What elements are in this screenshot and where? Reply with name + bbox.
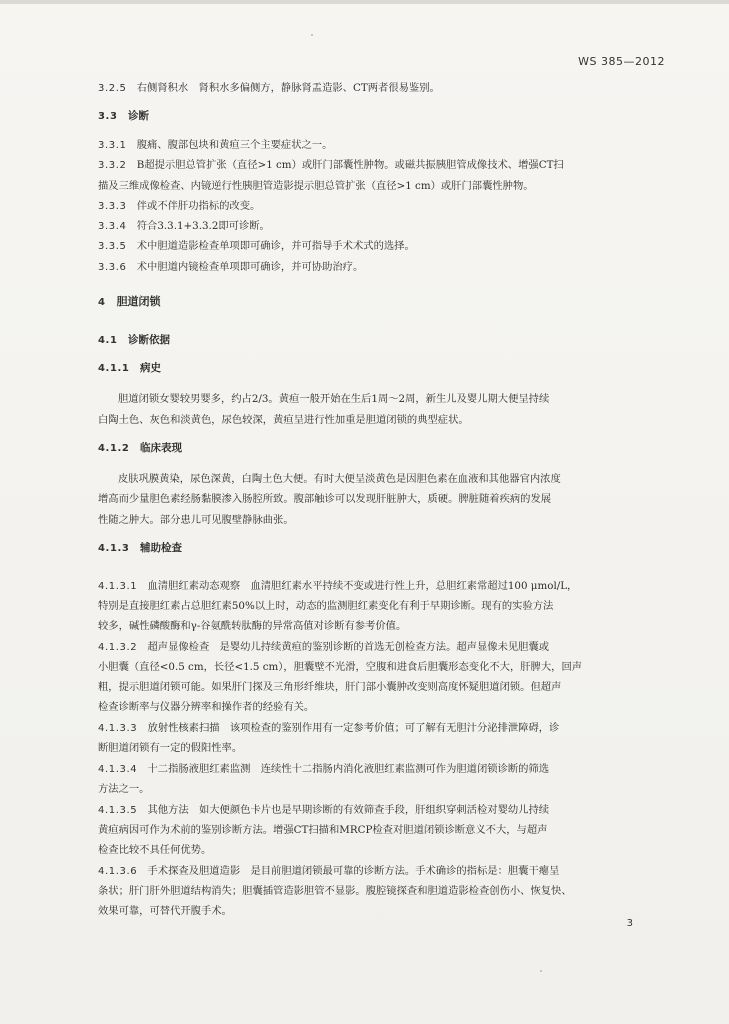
scan-speck [311,34,313,36]
text-line: 3.3.1 腹痛、腹部包块和黄疸三个主要症状之一。 [98,139,333,151]
text-line: 4.1.3.3 放射性核素扫描 该项检查的鉴别作用有一定参考价值；可了解有无胆汁分泌排泄障碍，诊 [98,722,560,734]
text-line: 4.1.3.6 手术探查及胆道造影 是目前胆道闭锁最可靠的诊断方法。手术确诊的指标是：胆囊干瘪呈 [98,865,560,877]
standard-code: WS 385—2012 [578,55,665,68]
text-line: 3.3.6 术中胆道内镜检查单项即可确诊，并可协助治疗。 [98,261,364,273]
text-line: 4.1.3.5 其他方法 如大便颜色卡片也是早期诊断的有效筛查手段，肝组织穿刺活检对婴幼儿持续 [98,804,550,816]
text-line: 4.1.3.4 十二指肠液胆红素监测 连续性十二指肠内消化液胆红素监测可作为胆道闭锁诊断的筛选 [98,763,550,775]
text-line: 皮肤巩膜黄染，尿色深黄，白陶土色大便。有时大便呈淡黄色是因胆色素在血液和其他器官内浓度 [118,473,561,485]
text-line: 3.3.2 B超提示胆总管扩张（直径>1 cm）或肝门部囊性肿物。或磁共振胰胆管成像技术、增强CT扫 [98,159,564,171]
text-line: 3.3.4 符合3.3.1+3.3.2即可诊断。 [98,220,270,232]
text-line: 较多，碱性磷酸酶和γ-谷氨酰转肽酶的异常高值对诊断有参考价值。 [98,620,407,632]
section-heading: 4.1.3 辅助检查 [98,542,182,554]
scan-speck [540,970,542,972]
text-line: 小胆囊（直径<0.5 cm，长径<1.5 cm），胆囊壁不光滑，空腹和进食后胆囊形态变化不大，肝脾大，回声 [98,661,583,673]
text-line: 粗，提示胆道闭锁可能。如果肝门探及三角形纤维块，肝门部小囊肿改变则高度怀疑胆道闭锁。但超声 [98,681,562,693]
text-line: 条状；肝门肝外胆道结构消失；胆囊插管造影胆管不显影。腹腔镜探查和胆道造影检查创伤小、恢复快、 [98,885,572,897]
text-line: 3.3.5 术中胆道造影检查单项即可确诊，并可指导手术术式的选择。 [98,240,415,252]
text-line: 黄疸病因可作为术前的鉴别诊断方法。增强CT扫描和MRCP检查对胆道闭锁诊断意义不大，与超声 [98,824,548,836]
text-line: 4.1.3.1 血清胆红素动态观察 血清胆红素水平持续不变或进行性上升，总胆红素常超过100 μmol/L， [98,580,578,592]
text-line: 检查诊断率与仪器分辨率和操作者的经验有关。 [98,701,315,713]
section-heading: 4.1 诊断依据 [98,334,171,346]
text-line: 3.3.3 伴或不伴肝功指标的改变。 [98,200,261,212]
text-line: 增高而少量胆色素经肠黏膜渗入肠腔所致。腹部触诊可以发现肝脏肿大，质硬。脾脏随着疾病的发展 [98,493,552,505]
text-line: 描及三维成像检查、内镜逆行性胰胆管造影提示胆总管扩张（直径>1 cm）或肝门部囊性肿物。 [98,180,534,192]
text-line: 胆道闭锁女婴较男婴多，约占2/3。黄疸一般开始在生后1周～2周，新生儿及婴儿期大便呈持续 [118,393,550,405]
section-heading: 3.3 诊断 [98,110,150,122]
text-line: 方法之一。 [98,783,150,795]
text-line: 效果可靠，可替代开腹手术。 [98,905,232,917]
text-line: 检查比较不具任何优势。 [98,844,212,856]
section-heading: 4.1.2 临床表现 [98,442,182,454]
text-line: 性随之肿大。部分患儿可见腹壁静脉曲张。 [98,514,294,526]
scan-edge [0,0,729,4]
text-line: 特别是直接胆红素占总胆红素50%以上时，动态的监测胆红素变化有利于早期诊断。现有的实验方法 [98,600,554,612]
page-number: 3 [626,918,633,929]
chapter-heading: 4 胆道闭锁 [98,295,161,308]
text-line: 白陶土色、灰色和淡黄色，尿色较深，黄疸呈进行性加重是胆道闭锁的典型症状。 [98,414,469,426]
section-heading: 4.1.1 病史 [98,362,161,374]
text-line: 断胆道闭锁有一定的假阳性率。 [98,742,243,754]
text-line: 3.2.5 右侧肾积水 肾积水多偏侧方，静脉肾盂造影、CT两者很易鉴别。 [98,82,440,94]
text-line: 4.1.3.2 超声显像检查 是婴幼儿持续黄疸的鉴别诊断的首选无创检查方法。超声显像未见胆囊或 [98,641,550,653]
